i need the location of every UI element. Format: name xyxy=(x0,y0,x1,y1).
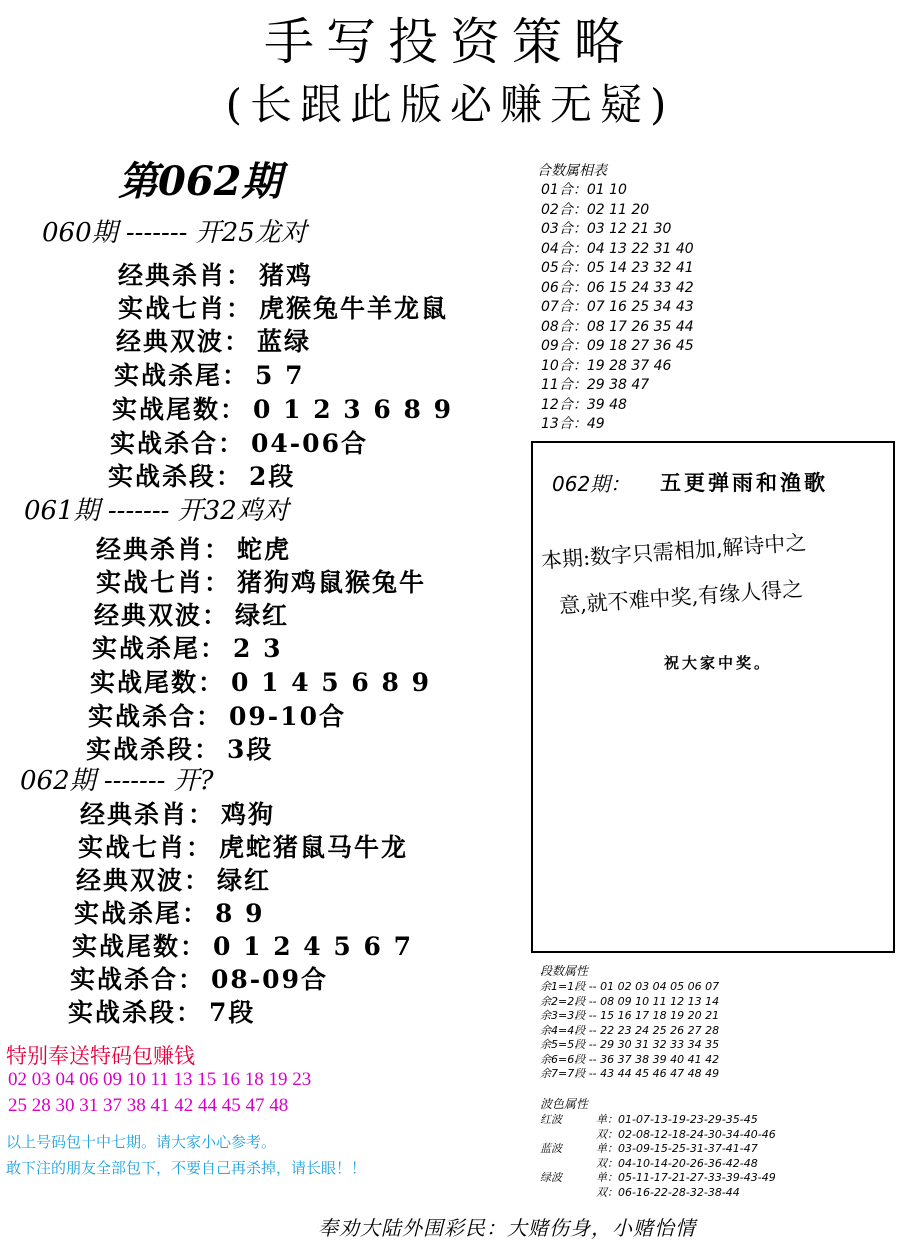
row-value: 2 3 xyxy=(233,634,283,663)
period-060-row xyxy=(118,256,313,292)
row-label: 经典杀肖： xyxy=(80,800,216,829)
row-value: 8 9 xyxy=(215,899,265,928)
period-060-row xyxy=(116,322,311,358)
period-061-row xyxy=(96,530,291,566)
row-label: 实战杀尾： xyxy=(92,634,228,663)
period-062-row xyxy=(76,861,271,897)
wave-nums: 05-11-17-21-27-33-39-43-49 xyxy=(618,1171,776,1184)
period-060-row xyxy=(110,424,368,460)
poem-wish: 祝大家中奖。 xyxy=(664,654,773,672)
period-060-row xyxy=(108,457,295,493)
row-value: 5 7 xyxy=(255,361,305,390)
row-label: 实战尾数： xyxy=(90,668,226,697)
issue-number: 第062期 xyxy=(118,158,282,205)
row-label: 经典双波： xyxy=(116,327,252,356)
heshu-line: 09合：09 18 27 36 45 xyxy=(541,338,694,354)
wave-nums: 04-10-14-20-26-36-42-48 xyxy=(618,1156,758,1170)
waves-title: 波色属性 xyxy=(540,1097,589,1111)
row-label: 实战杀合： xyxy=(88,702,224,731)
wave-line xyxy=(540,1128,776,1143)
row-label: 实战杀尾： xyxy=(114,361,250,390)
row-label: 实战七肖： xyxy=(96,568,232,597)
row-value: 2段 xyxy=(249,462,296,491)
special-note2: 敢下注的朋友全部包下，不要自己再杀掉，请长眼！！ xyxy=(6,1159,367,1177)
row-value: 绿红 xyxy=(235,601,290,630)
period-062-row xyxy=(68,993,255,1029)
period-060-row xyxy=(114,356,305,392)
special-numbers-line2: 25 28 30 31 37 38 41 42 44 45 47 48 xyxy=(8,1095,289,1116)
wave-nums: 06-16-22-28-32-38-44 xyxy=(618,1185,740,1199)
row-label: 实战七肖： xyxy=(118,294,254,323)
row-value: 0 1 2 4 5 6 7 xyxy=(213,932,414,961)
period-060-head: 060期 ------- 开25龙对 xyxy=(42,218,307,248)
row-value: 7段 xyxy=(209,998,256,1027)
heshu-table xyxy=(541,181,694,435)
row-value: 08-09合 xyxy=(211,965,328,994)
row-label: 经典双波： xyxy=(94,601,230,630)
period-062-row xyxy=(80,795,275,831)
heshu-line: 02合：02 11 20 xyxy=(541,201,650,218)
segment-line: 余6=6段 -- 36 37 38 39 40 41 42 xyxy=(540,1052,720,1066)
row-value: 蓝绿 xyxy=(257,327,312,356)
row-value: 3段 xyxy=(227,735,274,764)
poem-hint-line2: 意,就不难中奖,有缘人得之 xyxy=(558,576,804,618)
wave-line xyxy=(540,1157,776,1172)
row-label: 实战七肖： xyxy=(78,833,214,862)
period-061-row xyxy=(92,629,283,665)
row-label: 实战杀段： xyxy=(108,462,244,491)
row-label: 实战杀段： xyxy=(68,998,204,1027)
period-061-row xyxy=(88,697,346,733)
heshu-line: 07合：07 16 25 34 43 xyxy=(541,299,694,315)
row-label: 实战尾数： xyxy=(72,932,208,961)
wave-line xyxy=(540,1113,776,1128)
row-label: 经典杀肖： xyxy=(96,535,232,564)
row-value: 虎蛇猪鼠马牛龙 xyxy=(219,833,409,862)
period-060-row xyxy=(112,390,453,426)
special-title: 特别奉送特码包赚钱 xyxy=(6,1044,195,1068)
wave-kind: 双： xyxy=(596,1127,618,1141)
row-value: 绿红 xyxy=(217,866,272,895)
period-062-row xyxy=(78,828,408,864)
special-numbers-line1: 02 03 04 06 09 10 11 13 15 16 18 19 23 xyxy=(8,1069,312,1090)
wave-color: 红波 xyxy=(540,1113,562,1126)
row-value: 09-10合 xyxy=(229,702,346,731)
wave-kind: 单： xyxy=(596,1113,618,1126)
row-value: 蛇虎 xyxy=(237,535,292,564)
row-label: 实战尾数： xyxy=(112,395,248,424)
wave-kind: 双： xyxy=(596,1156,618,1170)
page-title: 手写投资策略 xyxy=(264,13,636,71)
row-value: 虎猴兔牛羊龙鼠 xyxy=(259,294,449,323)
special-note1: 以上号码包十中七期。请大家小心参考。 xyxy=(6,1133,277,1151)
wave-line xyxy=(540,1186,776,1201)
row-value: 04-06合 xyxy=(251,429,368,458)
wave-color: 绿波 xyxy=(540,1171,562,1184)
segment-line: 余4=4段 -- 22 23 24 25 26 27 28 xyxy=(540,1023,720,1037)
wave-line xyxy=(540,1171,776,1186)
segment-line: 余5=5段 -- 29 30 31 32 33 34 35 xyxy=(540,1038,720,1051)
row-value: 0 1 4 5 6 8 9 xyxy=(231,668,432,697)
footer-note: 奉劝大陆外围彩民：大赌伤身，小赌怡情 xyxy=(318,1216,696,1240)
period-062-row xyxy=(74,894,265,930)
period-061-row xyxy=(94,596,289,632)
segment-line: 余7=7段 -- 43 44 45 46 47 48 49 xyxy=(540,1067,720,1080)
row-label: 实战杀尾： xyxy=(74,899,210,928)
segments-table xyxy=(540,980,719,1082)
row-label: 实战杀段： xyxy=(86,735,222,764)
segments-title: 段数属性 xyxy=(540,964,589,978)
segment-line: 余2=2段 -- 08 09 10 11 12 13 14 xyxy=(540,994,720,1008)
wave-nums: 01-07-13-19-23-29-35-45 xyxy=(618,1113,758,1126)
row-label: 经典双波： xyxy=(76,866,212,895)
period-062-row xyxy=(72,927,413,963)
heshu-line: 11合：29 38 47 xyxy=(541,377,650,393)
waves-table xyxy=(540,1113,776,1200)
period-060-row xyxy=(118,289,448,325)
poem-text: 五更弹雨和渔歌 xyxy=(660,470,828,495)
segment-line: 余1=1段 -- 01 02 03 04 05 06 07 xyxy=(540,980,720,993)
heshu-line: 12合：39 48 xyxy=(541,396,627,413)
wave-nums: 03-09-15-25-31-37-41-47 xyxy=(618,1142,758,1155)
heshu-title: 合数属相表 xyxy=(537,163,607,179)
heshu-line: 01合：01 10 xyxy=(541,182,627,198)
wave-nums: 02-08-12-18-24-30-34-40-46 xyxy=(618,1127,776,1141)
period-062-head: 062期 ------- 开? xyxy=(20,766,214,796)
row-value: 猪狗鸡鼠猴兔牛 xyxy=(237,568,427,597)
heshu-line: 04合：04 13 22 31 40 xyxy=(541,240,694,257)
wave-kind: 单： xyxy=(596,1171,618,1184)
heshu-line: 10合：19 28 37 46 xyxy=(541,357,672,374)
row-value: 鸡狗 xyxy=(221,800,276,829)
wave-kind: 双： xyxy=(596,1185,618,1199)
heshu-line: 13合：49 xyxy=(541,416,605,432)
period-062-row xyxy=(70,960,328,996)
row-value: 0 1 2 3 6 8 9 xyxy=(253,395,454,424)
row-value: 猪鸡 xyxy=(259,261,314,290)
poem-issue-label: 062期： xyxy=(552,472,631,496)
poem-box xyxy=(531,441,895,953)
row-label: 实战杀合： xyxy=(70,965,206,994)
heshu-line: 03合：03 12 21 30 xyxy=(541,221,672,237)
poem-hint-line1: 本期:数字只需相加,解诗中之 xyxy=(540,530,808,573)
heshu-line: 08合：08 17 26 35 44 xyxy=(541,318,694,335)
segment-line: 余3=3段 -- 15 16 17 18 19 20 21 xyxy=(540,1009,720,1022)
row-label: 实战杀合： xyxy=(110,429,246,458)
heshu-line: 05合：05 14 23 32 41 xyxy=(541,260,694,276)
period-061-row xyxy=(96,563,426,599)
wave-kind: 单： xyxy=(596,1142,618,1155)
heshu-line: 06合：06 15 24 33 42 xyxy=(541,279,694,296)
period-061-head: 061期 ------- 开32鸡对 xyxy=(24,496,289,526)
wave-line xyxy=(540,1142,776,1157)
page-subtitle: (长跟此版必赚无疑) xyxy=(225,80,675,129)
wave-color: 蓝波 xyxy=(540,1142,562,1155)
row-label: 经典杀肖： xyxy=(118,261,254,290)
period-061-row xyxy=(90,663,431,699)
